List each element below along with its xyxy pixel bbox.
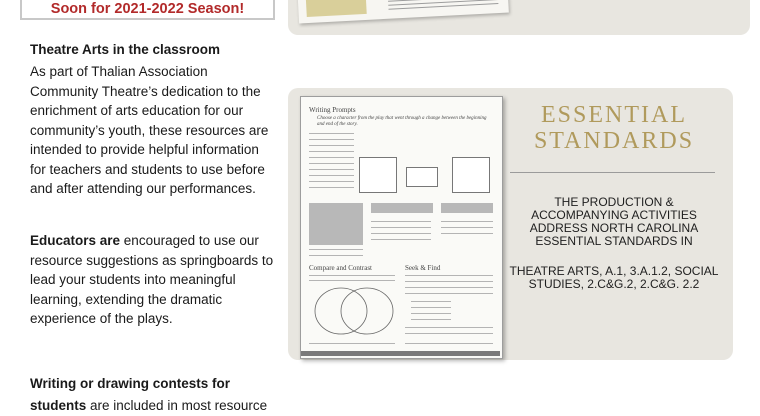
thumbnail-graphic <box>305 0 366 17</box>
worksheet-title: Writing Prompts <box>309 106 356 114</box>
contests-heading: Writing or drawing contests for <box>30 376 231 391</box>
worksheet-prompt: Choose a character from the play that went through a change between the beginning and end of the story. <box>317 116 487 127</box>
compare-heading: Compare and Contrast <box>309 264 372 272</box>
educators-text: encouraged to use our resource suggestions as springboards to lead your students into meaningful learning, extending the dramatic experience of the plays. <box>30 233 274 326</box>
educators-bold: Educators are <box>30 233 121 248</box>
left-column <box>0 0 282 413</box>
seek-heading: Seek & Find <box>405 264 441 272</box>
worksheet-footer-bar <box>301 351 500 356</box>
standards-title-line1: ESSENTIAL <box>541 102 687 128</box>
venn-diagram <box>311 285 397 337</box>
classroom-paragraph: As part of Thalian Association Community Theatre’s dedication to the enrichment of arts education for our community’s youth, these resources are intended to provide helpful information for teachers and students to use before and after attending our performances. <box>30 64 269 196</box>
standards-divider <box>510 172 715 173</box>
worksheet-gray-1 <box>309 203 363 245</box>
worksheet-arrow-box <box>406 167 438 187</box>
worksheet-gray-2 <box>371 203 433 213</box>
worksheet-gray-3 <box>441 203 493 213</box>
standards-intro-text: THE PRODUCTION & ACCOMPANYING ACTIVITIES ADDRESS NORTH CAROLINA ESSENTIAL STANDARDS IN <box>529 195 699 248</box>
classroom-heading: Theatre Arts in the classroom <box>30 42 221 57</box>
worksheet-box-1 <box>359 157 397 193</box>
standards-panel <box>495 88 733 360</box>
season-banner-text: Soon for 2021-2022 Season! <box>50 1 245 17</box>
resource-thumbnail-top <box>297 0 509 23</box>
contests-bold: students <box>30 398 87 413</box>
essential-standards-card <box>288 88 733 360</box>
contests-paragraph <box>30 396 278 416</box>
worksheet-box-2 <box>452 157 490 193</box>
standards-title-line2: STANDARDS <box>533 128 695 154</box>
worksheet-thumbnail <box>300 96 503 359</box>
contests-text: are included in most resource <box>86 398 268 413</box>
standards-list-text: THEATRE ARTS, A.1, 3.A.1.2, SOCIAL STUDIES, 2.C&G.2, 2.C&G. 2.2 <box>509 264 719 291</box>
season-banner <box>20 0 275 20</box>
resource-card-top <box>288 0 750 35</box>
educators-paragraph <box>30 231 278 329</box>
